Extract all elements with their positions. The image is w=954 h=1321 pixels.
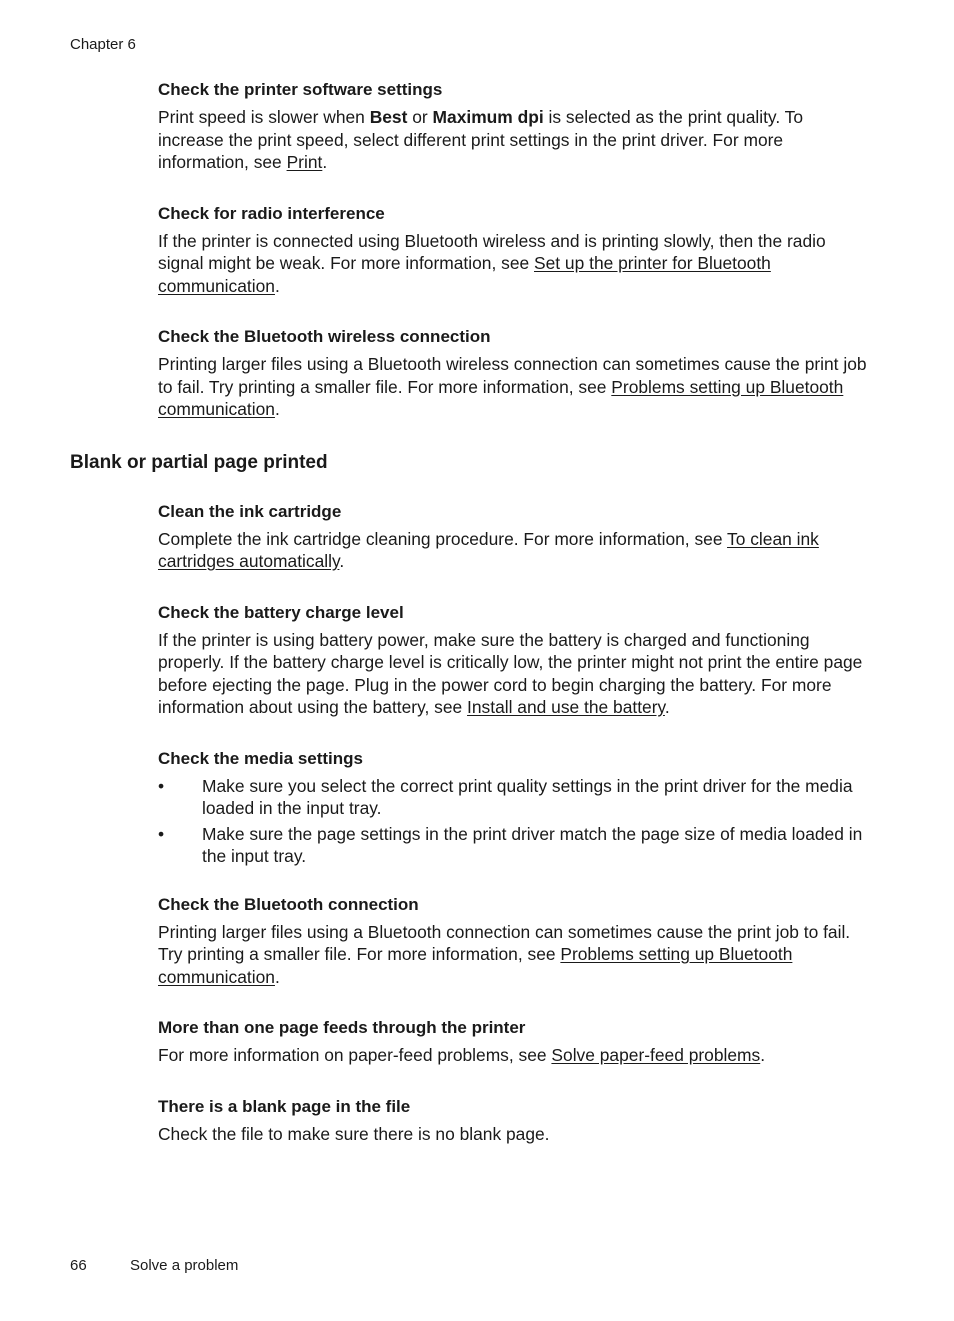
section-heading: Check the Bluetooth wireless connection xyxy=(158,327,491,346)
running-header: Chapter 6 xyxy=(70,36,136,53)
page-number: 66 xyxy=(70,1257,87,1274)
section-multi-feed xyxy=(158,1017,868,1067)
link-print[interactable]: Print xyxy=(286,152,323,172)
link-bluetooth-problems-2[interactable]: Problems setting up Bluetooth communication xyxy=(158,944,793,987)
section-clean-cartridge xyxy=(158,501,868,573)
footer-title: Solve a problem xyxy=(130,1257,239,1274)
link-clean-cartridges[interactable]: To clean ink cartridges automatically xyxy=(158,528,819,571)
section-radio-interference xyxy=(158,203,868,298)
section-heading: Check the Bluetooth connection xyxy=(158,894,419,914)
link-paper-feed[interactable]: Solve paper-feed problems xyxy=(551,1045,761,1065)
section-body: Printing larger files using a Bluetooth connection can sometimes cause the print job to fail. Try printing a smaller file. For more information, see Problems setting up Bluetooth communication. xyxy=(158,921,851,987)
list-item: • Make sure you select the correct print quality settings in the print driver for the media loaded in the input tray. xyxy=(158,775,853,818)
section-bluetooth-wireless xyxy=(158,326,868,421)
section-body: Complete the ink cartridge cleaning procedure. For more information, see To clean ink cartridges automatically. xyxy=(158,528,819,571)
link-setup-bluetooth[interactable]: Set up the printer for Bluetooth communication xyxy=(158,253,771,296)
section-heading: More than one page feeds through the printer xyxy=(158,1018,526,1037)
section-body: If the printer is connected using Bluetooth wireless and is printing slowly, then the radio signal might be weak. For more information, see Set up the printer for Bluetooth communication. xyxy=(158,230,826,296)
link-bluetooth-problems[interactable]: Problems setting up Bluetooth communication xyxy=(158,376,844,419)
bullet-marker: • xyxy=(158,823,165,844)
bold-term-maximum-dpi: Maximum dpi xyxy=(432,107,544,127)
section-battery-level xyxy=(158,602,868,719)
section-heading: Clean the ink cartridge xyxy=(158,501,342,521)
section-media-settings xyxy=(158,748,868,868)
section-body: For more information on paper-feed problems, see Solve paper-feed problems. xyxy=(158,1045,766,1065)
section-heading: Check the media settings xyxy=(158,748,364,768)
section-body: Printing larger files using a Bluetooth wireless connection can sometimes cause the print job to fail. Try printing a smaller file. For more information, see Problems setting up Bluetooth communication. xyxy=(158,354,867,419)
section-heading: Check the printer software settings xyxy=(158,80,443,99)
section-body: If the printer is using battery power, make sure the battery is charged and functioning properly. If the battery charge level is critically low, the printer might not print the entire page before ejecting the page. Plug in the power cord to begin charging the battery. For more information about using the battery, see Install and use the battery. xyxy=(158,629,863,717)
section-blank-file xyxy=(158,1096,868,1146)
section-heading: Check the battery charge level xyxy=(158,602,404,622)
page-footer xyxy=(70,1257,238,1274)
section-heading: Check for radio interference xyxy=(158,203,385,223)
bullet-list xyxy=(158,775,868,868)
section-title-blank-page: Blank or partial page printed xyxy=(70,451,328,473)
bold-term-best: Best xyxy=(369,107,408,127)
page-content xyxy=(0,79,954,1145)
link-install-battery[interactable]: Install and use the battery xyxy=(467,697,665,717)
section-bluetooth-connection xyxy=(158,894,868,989)
section-software-settings xyxy=(158,79,868,174)
bullet-marker: • xyxy=(158,775,165,796)
section-body: Print speed is slower when Best or Maximum dpi is selected as the print quality. To increase the print speed, select different print settings in the print driver. For more information, see Print. xyxy=(158,107,804,172)
list-item: • Make sure the page settings in the print driver match the page size of media loaded in the input tray. xyxy=(158,823,863,866)
section-heading: There is a blank page in the file xyxy=(158,1096,411,1116)
section-body: Check the file to make sure there is no blank page. xyxy=(158,1123,550,1144)
